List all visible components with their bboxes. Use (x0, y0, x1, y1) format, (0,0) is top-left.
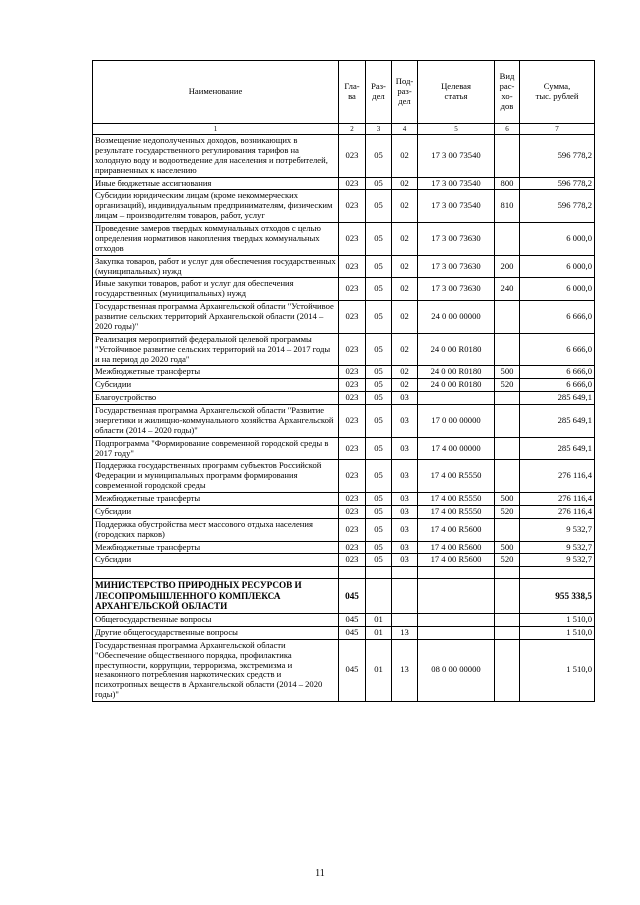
cell-razdel: 01 (366, 614, 392, 627)
cell-vid (495, 437, 520, 460)
cell-razdel: 05 (366, 190, 392, 223)
cell-glava: 023 (339, 301, 366, 334)
cell-glava: 023 (339, 460, 366, 493)
cell-summa: 6 666,0 (520, 333, 595, 366)
cell-vid: 520 (495, 379, 520, 392)
header-name: Наименование (93, 61, 339, 124)
cell-name: Субсидии (93, 554, 339, 567)
cell-razdel: 05 (366, 505, 392, 518)
cell-statya: 17 3 00 73630 (418, 278, 495, 301)
cell-name: Субсидии (93, 379, 339, 392)
cell-name: Межбюджетные трансферты (93, 366, 339, 379)
cell-podrazdel: 13 (392, 639, 418, 701)
cell-summa: 9 532,7 (520, 518, 595, 541)
cell-statya (418, 579, 495, 614)
cell-glava: 045 (339, 579, 366, 614)
cell-podrazdel: 03 (392, 554, 418, 567)
page-number: 11 (315, 868, 325, 879)
cell-razdel: 05 (366, 460, 392, 493)
table-row (93, 333, 595, 366)
table-row (93, 223, 595, 256)
cell-summa: 1 510,0 (520, 614, 595, 627)
cell-vid (495, 626, 520, 639)
cell-razdel: 05 (366, 554, 392, 567)
cell-summa: 596 778,2 (520, 190, 595, 223)
cell-name: Общегосударственные вопросы (93, 614, 339, 627)
cell-name: Государственная программа Архангельской области "Обеспечение общественного порядка, профилактика преступности, коррупции, терроризма, экстремизма и незаконного потребления наркотических средств и психотропных веществ в Архангельской области (2014 – 2020 годы)" (93, 639, 339, 701)
cell-summa: 1 510,0 (520, 626, 595, 639)
cell-name: Государственная программа Архангельской области "Развитие энергетики и жилищно-коммунального хозяйства Архангельской области (2014 – 2020 годы)" (93, 405, 339, 438)
table-row (93, 639, 595, 701)
cell-vid: 500 (495, 493, 520, 506)
cell-podrazdel: 03 (392, 405, 418, 438)
cell-podrazdel (392, 579, 418, 614)
cell-name: Проведение замеров твердых коммунальных отходов с целью определения нормативов накопления твердых коммунальных отходов (93, 223, 339, 256)
cell-podrazdel: 13 (392, 626, 418, 639)
column-index: 4 (392, 124, 418, 135)
cell-statya: 17 4 00 R5550 (418, 460, 495, 493)
cell-glava: 023 (339, 554, 366, 567)
table-row (93, 190, 595, 223)
column-index-row (93, 124, 595, 135)
cell-razdel: 01 (366, 639, 392, 701)
table-row (93, 541, 595, 554)
cell-statya: 17 4 00 R5550 (418, 505, 495, 518)
cell-summa: 285 649,1 (520, 392, 595, 405)
cell-name: Поддержка государственных программ субъектов Российской Федерации и муниципальных программ формирования современной городской среды (93, 460, 339, 493)
table-row (93, 392, 595, 405)
cell-name (93, 567, 339, 579)
cell-vid (495, 518, 520, 541)
cell-glava: 023 (339, 541, 366, 554)
cell-statya: 17 4 00 R5600 (418, 541, 495, 554)
cell-vid (495, 405, 520, 438)
cell-summa: 596 778,2 (520, 177, 595, 190)
cell-podrazdel: 03 (392, 493, 418, 506)
cell-vid (495, 639, 520, 701)
cell-summa: 1 510,0 (520, 639, 595, 701)
column-index: 3 (366, 124, 392, 135)
cell-summa: 6 000,0 (520, 278, 595, 301)
table-row (93, 460, 595, 493)
cell-glava: 023 (339, 190, 366, 223)
cell-name: МИНИСТЕРСТВО ПРИРОДНЫХ РЕСУРСОВ И ЛЕСОПРОМЫШЛЕННОГО КОМПЛЕКСА АРХАНГЕЛЬСКОЙ ОБЛАСТИ (93, 579, 339, 614)
cell-razdel: 05 (366, 366, 392, 379)
cell-statya (418, 626, 495, 639)
cell-glava: 045 (339, 614, 366, 627)
cell-statya: 24 0 00 R0180 (418, 366, 495, 379)
cell-razdel: 05 (366, 255, 392, 278)
header-summa: Сумма, тыс. рублей (520, 61, 595, 124)
cell-name: Закупка товаров, работ и услуг для обеспечения государственных (муниципальных) нужд (93, 255, 339, 278)
cell-podrazdel: 02 (392, 301, 418, 334)
cell-razdel: 05 (366, 135, 392, 178)
cell-razdel: 05 (366, 379, 392, 392)
table-row (93, 505, 595, 518)
header-glava: Гла- ва (339, 61, 366, 124)
cell-vid (495, 579, 520, 614)
cell-vid: 500 (495, 366, 520, 379)
cell-statya (418, 567, 495, 579)
cell-vid: 500 (495, 541, 520, 554)
cell-podrazdel: 03 (392, 437, 418, 460)
cell-razdel: 05 (366, 223, 392, 256)
cell-podrazdel: 02 (392, 135, 418, 178)
cell-podrazdel: 02 (392, 379, 418, 392)
header-statya: Целевая статья (418, 61, 495, 124)
cell-razdel: 05 (366, 518, 392, 541)
cell-statya: 08 0 00 00000 (418, 639, 495, 701)
table-row (93, 437, 595, 460)
cell-podrazdel: 03 (392, 460, 418, 493)
table-row (93, 379, 595, 392)
cell-summa: 6 000,0 (520, 255, 595, 278)
header-vid: Вид рас- хо- дов (495, 61, 520, 124)
cell-name: Государственная программа Архангельской области "Устойчивое развитие сельских территорий Архангельской области (2014 – 2020 годы)" (93, 301, 339, 334)
cell-podrazdel: 03 (392, 392, 418, 405)
cell-podrazdel (392, 614, 418, 627)
cell-podrazdel: 02 (392, 255, 418, 278)
cell-summa (520, 567, 595, 579)
cell-glava: 023 (339, 278, 366, 301)
cell-razdel (366, 579, 392, 614)
cell-podrazdel: 02 (392, 177, 418, 190)
cell-summa: 285 649,1 (520, 405, 595, 438)
cell-vid (495, 333, 520, 366)
cell-summa: 596 778,2 (520, 135, 595, 178)
cell-glava: 023 (339, 437, 366, 460)
cell-statya: 17 4 00 R5600 (418, 554, 495, 567)
cell-vid: 520 (495, 505, 520, 518)
cell-statya: 17 0 00 00000 (418, 405, 495, 438)
cell-razdel: 05 (366, 405, 392, 438)
cell-summa: 9 532,7 (520, 554, 595, 567)
cell-vid (495, 392, 520, 405)
cell-statya: 17 3 00 73630 (418, 255, 495, 278)
cell-name: Благоустройство (93, 392, 339, 405)
column-index: 1 (93, 124, 339, 135)
cell-razdel: 05 (366, 301, 392, 334)
cell-razdel: 01 (366, 626, 392, 639)
cell-vid: 520 (495, 554, 520, 567)
cell-podrazdel (392, 567, 418, 579)
cell-podrazdel: 02 (392, 366, 418, 379)
cell-glava: 023 (339, 392, 366, 405)
cell-razdel: 05 (366, 493, 392, 506)
cell-summa: 9 532,7 (520, 541, 595, 554)
cell-glava: 023 (339, 405, 366, 438)
cell-glava: 045 (339, 639, 366, 701)
cell-summa: 6 000,0 (520, 223, 595, 256)
cell-name: Иные бюджетные ассигнования (93, 177, 339, 190)
cell-name: Реализация мероприятий федеральной целевой программы "Устойчивое развитие сельских территорий на 2014 – 2017 годы и на период до 2020 года" (93, 333, 339, 366)
table-row (93, 579, 595, 614)
table-row (93, 135, 595, 178)
cell-podrazdel: 02 (392, 333, 418, 366)
column-index: 2 (339, 124, 366, 135)
column-index: 7 (520, 124, 595, 135)
cell-glava (339, 567, 366, 579)
table-row (93, 614, 595, 627)
cell-summa: 6 666,0 (520, 301, 595, 334)
cell-vid (495, 301, 520, 334)
cell-glava: 023 (339, 255, 366, 278)
cell-glava: 045 (339, 626, 366, 639)
cell-razdel: 05 (366, 392, 392, 405)
cell-statya: 17 4 00 R5600 (418, 518, 495, 541)
table-row (93, 301, 595, 334)
cell-vid (495, 614, 520, 627)
cell-podrazdel: 02 (392, 278, 418, 301)
cell-vid (495, 460, 520, 493)
cell-summa: 6 666,0 (520, 366, 595, 379)
cell-vid (495, 135, 520, 178)
cell-razdel: 05 (366, 278, 392, 301)
table-row (93, 278, 595, 301)
header-row (93, 61, 595, 124)
cell-glava: 023 (339, 505, 366, 518)
cell-glava: 023 (339, 333, 366, 366)
table-row (93, 366, 595, 379)
cell-statya: 17 3 00 73540 (418, 135, 495, 178)
cell-glava: 023 (339, 493, 366, 506)
table-row (93, 405, 595, 438)
header-podrazdel: Под- раз- дел (392, 61, 418, 124)
cell-statya: 17 3 00 73630 (418, 223, 495, 256)
cell-razdel: 05 (366, 177, 392, 190)
cell-statya (418, 614, 495, 627)
cell-vid: 800 (495, 177, 520, 190)
cell-razdel (366, 567, 392, 579)
cell-name: Субсидии (93, 505, 339, 518)
table-row (93, 255, 595, 278)
cell-statya: 24 0 00 R0180 (418, 333, 495, 366)
column-index: 5 (418, 124, 495, 135)
table-row (93, 518, 595, 541)
table-row (93, 177, 595, 190)
cell-name: Субсидии юридическим лицам (кроме некоммерческих организаций), индивидуальным предпринимателям, физическим лицам – производителям товаров, работ, услуг (93, 190, 339, 223)
cell-statya: 17 3 00 73540 (418, 190, 495, 223)
cell-podrazdel: 03 (392, 505, 418, 518)
header-razdel: Раз- дел (366, 61, 392, 124)
cell-vid (495, 223, 520, 256)
cell-glava: 023 (339, 518, 366, 541)
cell-statya: 17 4 00 00000 (418, 437, 495, 460)
cell-vid: 200 (495, 255, 520, 278)
cell-summa: 276 116,4 (520, 460, 595, 493)
cell-glava: 023 (339, 223, 366, 256)
cell-statya: 17 3 00 73540 (418, 177, 495, 190)
cell-glava: 023 (339, 177, 366, 190)
table-body (93, 135, 595, 702)
cell-name: Межбюджетные трансферты (93, 541, 339, 554)
cell-statya (418, 392, 495, 405)
cell-razdel: 05 (366, 541, 392, 554)
cell-name: Другие общегосударственные вопросы (93, 626, 339, 639)
spacer-row (93, 567, 595, 579)
cell-statya: 24 0 00 R0180 (418, 379, 495, 392)
cell-vid (495, 567, 520, 579)
table-row (93, 554, 595, 567)
cell-summa: 276 116,4 (520, 493, 595, 506)
cell-summa: 955 338,5 (520, 579, 595, 614)
cell-podrazdel: 02 (392, 190, 418, 223)
cell-glava: 023 (339, 366, 366, 379)
budget-table (92, 60, 595, 702)
cell-summa: 276 116,4 (520, 505, 595, 518)
cell-name: Подпрограмма "Формирование современной городской среды в 2017 году" (93, 437, 339, 460)
cell-summa: 6 666,0 (520, 379, 595, 392)
table-row (93, 626, 595, 639)
cell-razdel: 05 (366, 437, 392, 460)
cell-statya: 24 0 00 00000 (418, 301, 495, 334)
cell-statya: 17 4 00 R5550 (418, 493, 495, 506)
cell-glava: 023 (339, 379, 366, 392)
cell-razdel: 05 (366, 333, 392, 366)
cell-name: Иные закупки товаров, работ и услуг для обеспечения государственных (муниципальных) нужд (93, 278, 339, 301)
table-row (93, 493, 595, 506)
cell-podrazdel: 03 (392, 518, 418, 541)
cell-name: Возмещение недополученных доходов, возникающих в результате государственного регулирования тарифов на холодную воду и водоотведение для населения и потребителей, приравненных к населению (93, 135, 339, 178)
cell-name: Межбюджетные трансферты (93, 493, 339, 506)
cell-summa: 285 649,1 (520, 437, 595, 460)
cell-name: Поддержка обустройства мест массового отдыха населения (городских парков) (93, 518, 339, 541)
cell-vid: 240 (495, 278, 520, 301)
cell-podrazdel: 03 (392, 541, 418, 554)
cell-podrazdel: 02 (392, 223, 418, 256)
column-index: 6 (495, 124, 520, 135)
cell-vid: 810 (495, 190, 520, 223)
cell-glava: 023 (339, 135, 366, 178)
